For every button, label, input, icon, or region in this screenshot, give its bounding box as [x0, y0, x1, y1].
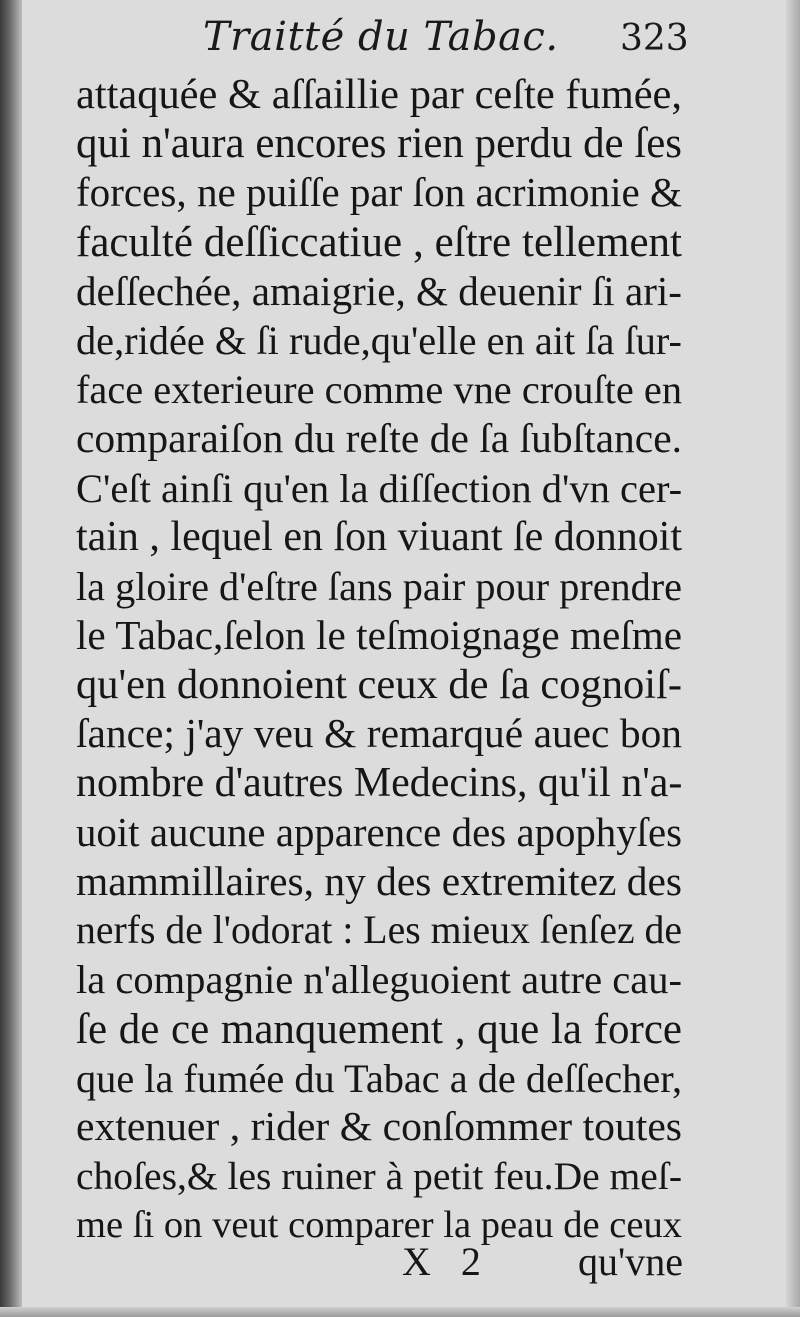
text-line: me ſi on veut comparer la peau de ceux [76, 1204, 682, 1247]
page-bottom-edge [0, 1307, 800, 1317]
signature-mark: X 2 [402, 1239, 481, 1284]
text-line: nombre d'autres Medecins, qu'il n'a- [76, 759, 683, 806]
page-number: 323 [620, 18, 689, 59]
text-line: uoit aucune apparence des apophyſes [76, 809, 682, 855]
text-line: C'eſt ainſi qu'en la diſſection d'vn cer- [76, 465, 683, 511]
page-header [0, 14, 800, 74]
text-line: le Tabac,ſelon le teſmoignage meſme [76, 612, 682, 659]
text-line: extenuer , rider & conſommer toutes [76, 1103, 682, 1150]
text-line: la compagnie n'alleguoient autre cau- [76, 957, 682, 1003]
text-line: ſance; j'ay veu & remarqué auec bon [76, 710, 682, 757]
text-line: de,ridée & ſi rude,qu'elle en ait ſa ſur- [76, 317, 682, 363]
catchword: qu'vne [578, 1239, 683, 1284]
text-line: attaquée & aſſaillie par ceſte fumée, [76, 71, 682, 118]
text-line: ſe de ce manquement , que la force [76, 1005, 682, 1053]
page-gutter-shadow [0, 0, 22, 1317]
text-line: forces, ne puiſſe par ſon acrimonie & [76, 169, 682, 216]
text-line: faculté deſſiccatiue , eſtre tellement [76, 218, 682, 266]
text-line: la gloire d'eſtre ſans pair pour prendre [76, 563, 682, 609]
running-title: Traitté du Tabac. [203, 14, 559, 60]
text-line: face exterieure comme vne crouſte en [76, 367, 682, 413]
text-line: nerfs de l'odorat : Les mieux ſenſez de [76, 908, 683, 953]
text-line: que la fumée du Tabac a de deſſecher, [76, 1055, 683, 1101]
page-footer [0, 1238, 800, 1288]
text-line: mammillaires, ny des extremitez des [76, 858, 682, 904]
text-line: qui n'aura encores rien perdu de ſes [76, 120, 682, 168]
text-line: deſſechée, amaigrie, & deuenir ſi ari- [76, 267, 682, 314]
body-text [76, 70, 686, 1251]
text-line: tain , lequel en ſon viuant ſe donnoit [76, 513, 682, 560]
page-right-edge [786, 0, 800, 1317]
text-line: comparaiſon du reſte de ſa ſubſtance. [76, 415, 682, 462]
text-line: qu'en donnoient ceux de ſa cognoiſ- [76, 661, 683, 709]
text-line: choſes,& les ruiner à petit feu.De meſ- [76, 1154, 682, 1199]
